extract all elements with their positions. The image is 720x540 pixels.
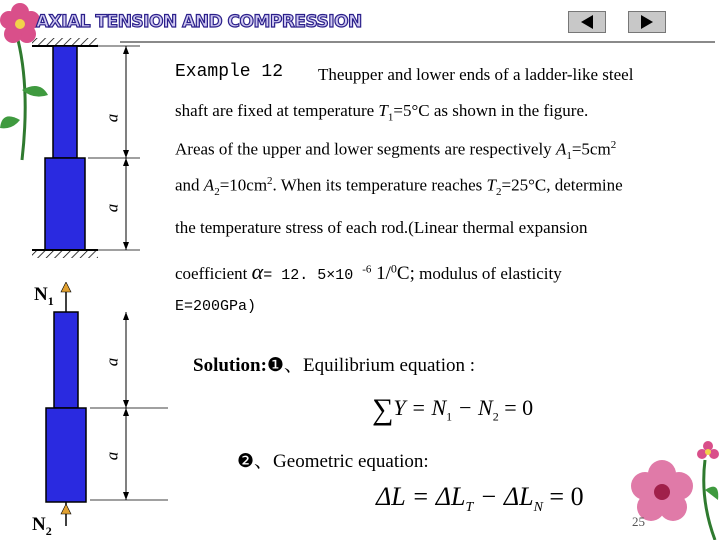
arrow-right-icon: [637, 15, 657, 29]
previous-slide-button[interactable]: [568, 11, 606, 33]
dimension-label-a-3: a: [102, 357, 122, 367]
problem-line-5: the temperature stress of each rod.(Linear thermal expansion: [175, 218, 588, 237]
page-number: 25: [632, 514, 645, 529]
top-support-hatch: [32, 38, 98, 46]
problem-line-6: coefficient α= 12. 5×10 $^{-6}$ 1/$^0$C; modulus of elasticity: [175, 259, 562, 284]
force-label-n1: $N_1$: [34, 284, 54, 308]
arrow-left-icon: [577, 15, 597, 29]
dimension-label-a-1: a: [102, 113, 122, 123]
fb-upper-segment: [54, 312, 78, 408]
dimension-label-a-2: a: [102, 203, 122, 213]
problem-line-3: Areas of the upper and lower segments are respectively $A_1=5cm^2$: [175, 139, 617, 163]
solution-step-2: ❷、Geometric equation:: [237, 450, 429, 472]
problem-line-2: shaft are fixed at temperature $T_1=5^\circ C$ as shown in the figure.: [175, 101, 589, 124]
problem-line-4: and $A_2=10cm^2$. When its temperature reaches $T_2=25^\circ C$, determine: [175, 175, 623, 199]
upper-segment: [53, 46, 77, 158]
next-slide-button[interactable]: [628, 11, 666, 33]
flower-decoration-bottom-right-icon: [610, 440, 720, 540]
force-label-n2: $N_2$: [32, 514, 52, 538]
solution-step-1: Solution:❶、Equilibrium equation :: [193, 354, 475, 376]
lower-segment: [45, 158, 85, 250]
fb-lower-segment: [46, 408, 86, 502]
problem-line-1: Theupper and lower ends of a ladder-like steel: [318, 65, 634, 84]
problem-line-7: E=200GPa): [175, 298, 257, 315]
bottom-support-hatch: [32, 250, 98, 258]
example-label: Example 12: [175, 62, 284, 82]
title-divider: [120, 41, 715, 43]
slide-title: AXIAL TENSION AND COMPRESSION: [36, 12, 362, 32]
geometric-equation: $\Delta L = \Delta L_T - \Delta L_N = 0$: [376, 482, 584, 516]
equilibrium-equation: $\sum Y = N_1 - N_2 = 0$: [372, 393, 534, 426]
free-body-figure: [28, 282, 168, 540]
dimension-label-a-4: a: [102, 451, 122, 461]
